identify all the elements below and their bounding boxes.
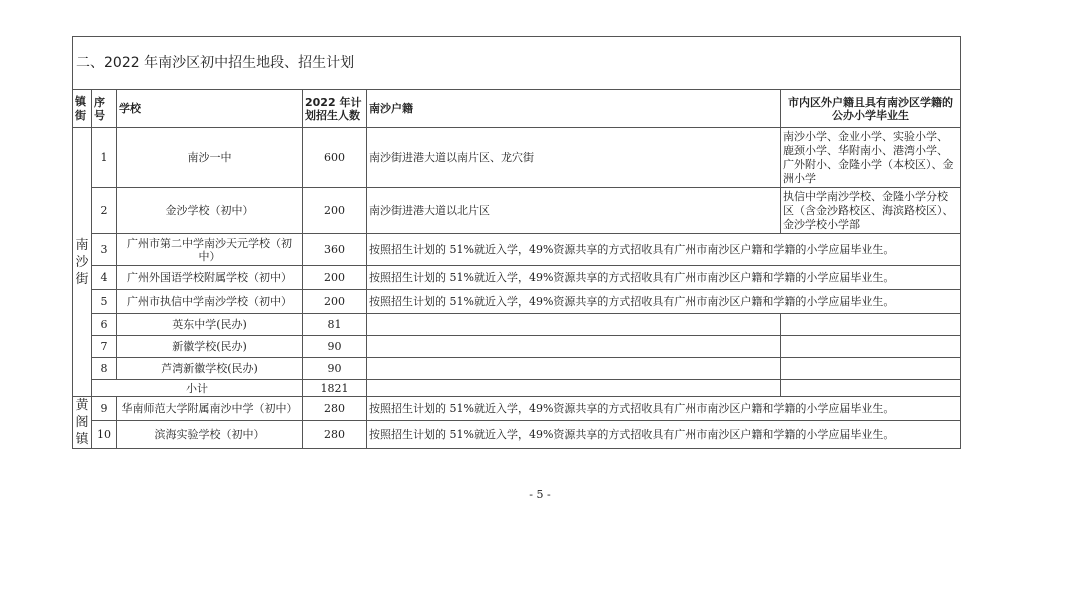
enrollment-plan-sheet bbox=[72, 36, 960, 449]
row-index: 3 bbox=[92, 234, 117, 266]
row-hukou-empty bbox=[367, 336, 781, 358]
row-policy: 按照招生计划的 51%就近入学，49%资源共享的方式招收具有广州市南沙区户籍和学籍的小学应届毕业生。 bbox=[367, 234, 961, 266]
town-huangge: 黄阁镇 bbox=[73, 397, 92, 449]
row-index: 10 bbox=[92, 420, 117, 448]
enrollment-table bbox=[72, 36, 961, 449]
row-index: 8 bbox=[92, 358, 117, 380]
header-row bbox=[73, 90, 961, 128]
table-row bbox=[73, 290, 961, 314]
header-school: 学校 bbox=[117, 90, 303, 128]
row-plan: 280 bbox=[303, 420, 367, 448]
row-school: 滨海实验学校（初中） bbox=[117, 420, 303, 448]
row-hukou-empty bbox=[367, 358, 781, 380]
row-hukou: 南沙街进港大道以南片区、龙穴街 bbox=[367, 128, 781, 188]
table-row bbox=[73, 336, 961, 358]
row-index: 2 bbox=[92, 188, 117, 234]
row-outside-empty bbox=[781, 358, 961, 380]
row-index: 9 bbox=[92, 397, 117, 421]
row-policy: 按照招生计划的 51%就近入学，49%资源共享的方式招收具有广州市南沙区户籍和学籍的小学应届毕业生。 bbox=[367, 266, 961, 290]
title-row bbox=[73, 37, 961, 90]
header-outside: 市内区外户籍且具有南沙区学籍的公办小学毕业生 bbox=[781, 90, 961, 128]
table-row bbox=[73, 266, 961, 290]
row-plan: 90 bbox=[303, 336, 367, 358]
row-school: 广州外国语学校附属学校（初中） bbox=[117, 266, 303, 290]
row-index: 7 bbox=[92, 336, 117, 358]
subtotal-plan: 1821 bbox=[303, 380, 367, 397]
row-plan: 81 bbox=[303, 314, 367, 336]
row-school: 新徽学校(民办) bbox=[117, 336, 303, 358]
header-town: 镇街 bbox=[73, 90, 92, 128]
table-row bbox=[73, 420, 961, 448]
row-outside-empty bbox=[781, 314, 961, 336]
header-nansha-hukou: 南沙户籍 bbox=[367, 90, 781, 128]
table-row bbox=[73, 397, 961, 421]
row-policy: 按照招生计划的 51%就近入学，49%资源共享的方式招收具有广州市南沙区户籍和学籍的小学应届毕业生。 bbox=[367, 290, 961, 314]
row-plan: 90 bbox=[303, 358, 367, 380]
table-row bbox=[73, 358, 961, 380]
header-plan: 2022 年计划招生人数 bbox=[303, 90, 367, 128]
row-school: 芦湾新徽学校(民办) bbox=[117, 358, 303, 380]
row-school: 英东中学(民办) bbox=[117, 314, 303, 336]
row-hukou-empty bbox=[367, 314, 781, 336]
subtotal-row bbox=[73, 380, 961, 397]
row-policy: 按照招生计划的 51%就近入学，49%资源共享的方式招收具有广州市南沙区户籍和学籍的小学应届毕业生。 bbox=[367, 420, 961, 448]
row-index: 5 bbox=[92, 290, 117, 314]
row-plan: 360 bbox=[303, 234, 367, 266]
row-outside-empty bbox=[781, 336, 961, 358]
subtotal-hukou-empty bbox=[367, 380, 781, 397]
row-school: 广州市执信中学南沙学校（初中） bbox=[117, 290, 303, 314]
row-plan: 200 bbox=[303, 290, 367, 314]
row-outside: 南沙小学、金业小学、实验小学、鹿颈小学、华附南小、港湾小学、广外附小、金隆小学（本校区）、金洲小学 bbox=[781, 128, 961, 188]
row-index: 6 bbox=[92, 314, 117, 336]
row-hukou: 南沙街进港大道以北片区 bbox=[367, 188, 781, 234]
row-index: 4 bbox=[92, 266, 117, 290]
table-row bbox=[73, 314, 961, 336]
row-plan: 600 bbox=[303, 128, 367, 188]
row-policy: 按照招生计划的 51%就近入学，49%资源共享的方式招收具有广州市南沙区户籍和学籍的小学应届毕业生。 bbox=[367, 397, 961, 421]
header-index: 序号 bbox=[92, 90, 117, 128]
row-plan: 280 bbox=[303, 397, 367, 421]
table-title: 二、2022 年南沙区初中招生地段、招生计划 bbox=[73, 37, 961, 90]
page-number: - 5 - bbox=[529, 488, 551, 501]
town-nansha: 南沙街 bbox=[73, 128, 92, 397]
row-outside: 执信中学南沙学校、金隆小学分校区（含金沙路校区、海滨路校区）、金沙学校小学部 bbox=[781, 188, 961, 234]
table-row bbox=[73, 234, 961, 266]
subtotal-label: 小计 bbox=[92, 380, 303, 397]
table-row bbox=[73, 188, 961, 234]
subtotal-outside-empty bbox=[781, 380, 961, 397]
row-school: 广州市第二中学南沙天元学校（初中） bbox=[117, 234, 303, 266]
row-index: 1 bbox=[92, 128, 117, 188]
row-plan: 200 bbox=[303, 188, 367, 234]
row-plan: 200 bbox=[303, 266, 367, 290]
row-school: 华南师范大学附属南沙中学（初中） bbox=[117, 397, 303, 421]
row-school: 南沙一中 bbox=[117, 128, 303, 188]
row-school: 金沙学校（初中） bbox=[117, 188, 303, 234]
table-row bbox=[73, 128, 961, 188]
